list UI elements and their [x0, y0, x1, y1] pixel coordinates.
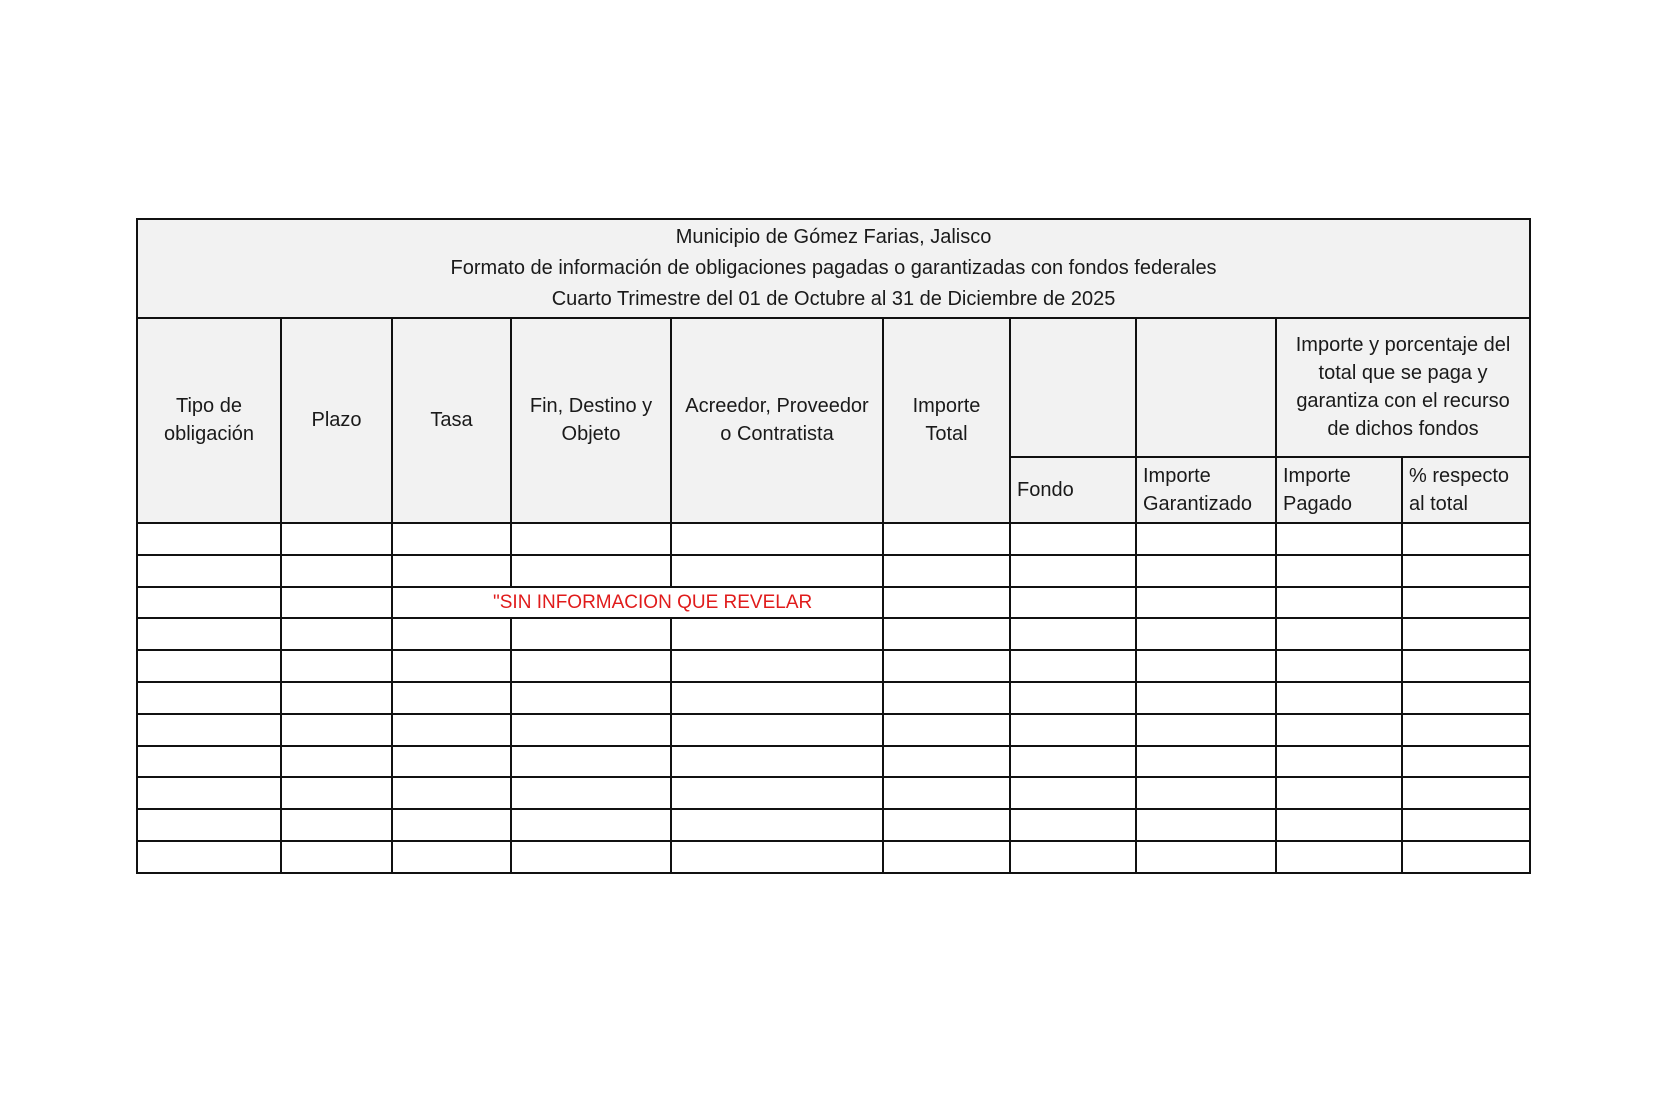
col-importe-garantizado: Importe Garantizado — [1136, 457, 1276, 523]
col-blank-1 — [1010, 318, 1136, 458]
table-row — [137, 682, 1530, 714]
col-blank-2 — [1136, 318, 1276, 458]
col-importe-total: Importe Total — [883, 318, 1010, 523]
table-row — [137, 714, 1530, 746]
title-format: Formato de información de obligaciones pagadas o garantizadas con fondos federales — [450, 256, 1217, 279]
table-row — [137, 841, 1530, 873]
group-header-importe-porcentaje: Importe y porcentaje del total que se paga y garantiza con el recurso de dichos fondos — [1276, 318, 1530, 458]
table-row — [137, 746, 1530, 778]
table-row-note — [137, 587, 1530, 619]
table-row — [137, 650, 1530, 682]
note-cell — [392, 587, 883, 619]
col-tipo-obligacion: Tipo de obligación — [137, 318, 281, 523]
title-period: Cuarto Trimestre del 01 de Octubre al 31 de Diciembre de 2025 — [551, 287, 1116, 310]
no-information-note: "SIN INFORMACION QUE REVELAR — [493, 591, 813, 613]
table-row — [137, 777, 1530, 809]
table-row — [137, 809, 1530, 841]
col-acreedor: Acreedor, Proveedor o Contratista — [671, 318, 883, 523]
table-row — [137, 555, 1530, 587]
col-fondo: Fondo — [1010, 457, 1136, 523]
title-municipality: Municipio de Gómez Farias, Jalisco — [675, 225, 992, 248]
obligations-table — [136, 218, 1531, 874]
col-plazo: Plazo — [281, 318, 392, 523]
col-importe-pagado: Importe Pagado — [1276, 457, 1402, 523]
col-tasa: Tasa — [392, 318, 511, 523]
table-row — [137, 618, 1530, 650]
table-row — [137, 523, 1530, 555]
report-title — [137, 219, 1530, 318]
col-fin-destino: Fin, Destino y Objeto — [511, 318, 671, 523]
col-porcentaje: % respecto al total — [1402, 457, 1530, 523]
